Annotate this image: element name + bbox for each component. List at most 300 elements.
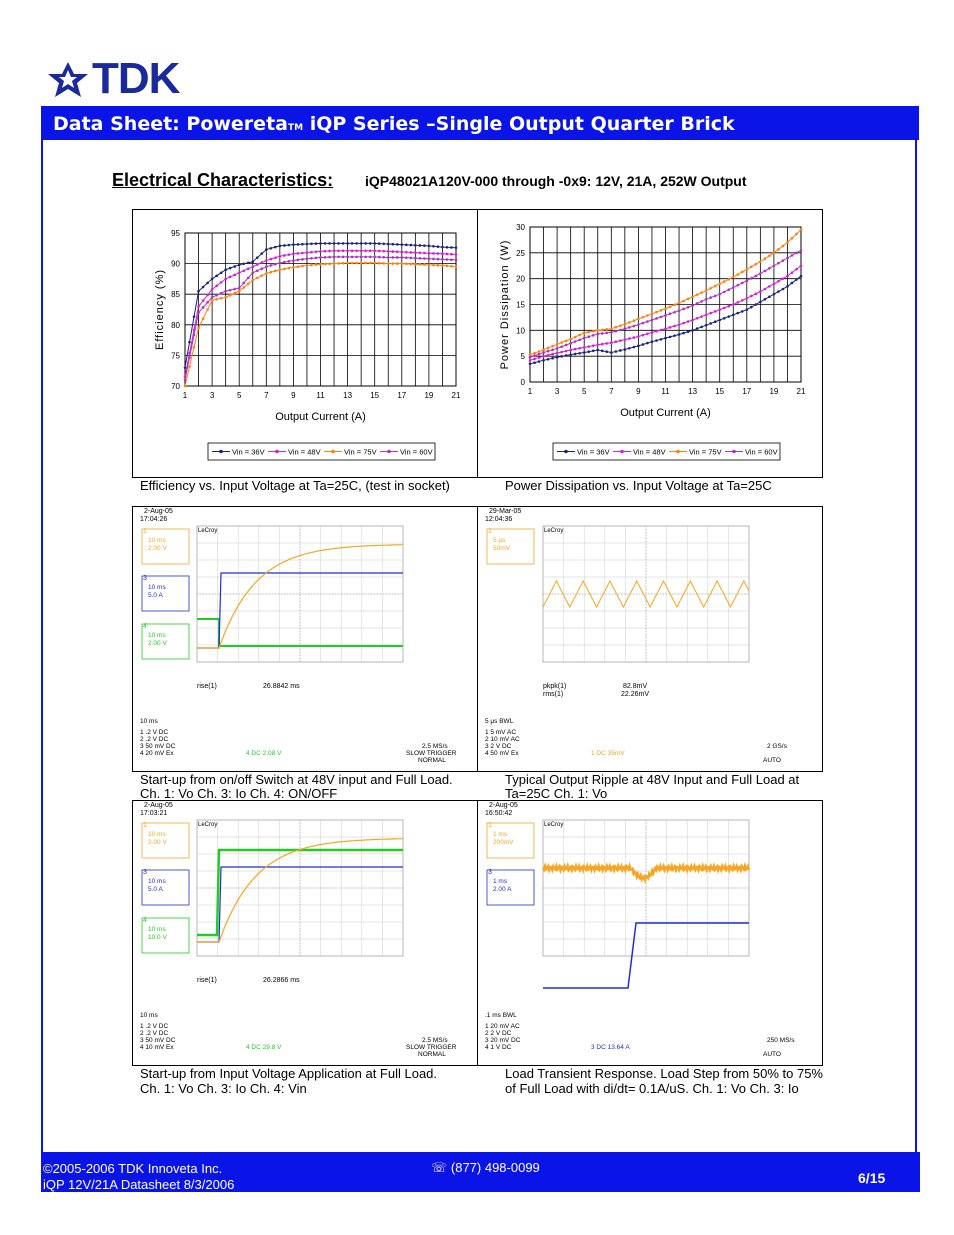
data-point	[678, 302, 681, 305]
ch4-number: 4	[143, 917, 147, 924]
data-point	[260, 252, 263, 255]
data-point	[556, 352, 559, 355]
data-point	[301, 243, 304, 246]
data-point	[700, 315, 703, 318]
y-tick-label: 25	[516, 248, 525, 258]
ch3-number: 3	[143, 869, 147, 876]
data-point	[750, 277, 753, 280]
data-point	[351, 249, 354, 252]
data-point	[229, 294, 232, 297]
data-point	[624, 323, 627, 326]
data-point	[283, 261, 286, 264]
scope-trigger: 3 DC 13.64 A	[591, 1044, 630, 1051]
data-point	[215, 285, 218, 288]
data-point	[642, 343, 645, 346]
data-point	[578, 339, 581, 342]
data-point	[723, 280, 726, 283]
data-point	[419, 244, 422, 247]
data-point	[601, 350, 604, 353]
data-point	[193, 315, 196, 318]
scope-sample-rate: 250 MS/s	[767, 1037, 795, 1044]
data-point	[574, 336, 577, 339]
data-point	[260, 267, 263, 270]
scope-time: 16:50:42	[485, 810, 513, 817]
x-tick-label: 1	[182, 391, 188, 400]
data-point	[247, 282, 250, 285]
data-point	[542, 359, 545, 362]
scope-timebase: 10 ms	[140, 1012, 158, 1019]
scope-caption-2a: Typical Output Ripple at 48V Input and Full Load at	[505, 772, 800, 787]
data-point	[637, 318, 640, 321]
data-point	[229, 267, 232, 270]
data-point	[342, 249, 345, 252]
data-point	[437, 245, 440, 248]
title-main: Data Sheet: Powereta	[53, 113, 288, 135]
data-point	[795, 268, 798, 271]
data-point	[256, 269, 259, 272]
data-point	[373, 249, 376, 252]
data-point	[687, 320, 690, 323]
data-point	[746, 297, 749, 300]
data-point	[551, 345, 554, 348]
data-point	[610, 351, 613, 354]
x-axis-label: Output Current (A)	[620, 407, 711, 419]
scope-trigger: 4 DC 29.8 V	[246, 1044, 282, 1051]
scope-channel-setting: 3 50 mV DC	[140, 743, 176, 750]
x-axis-label: Output Current (A)	[275, 411, 366, 423]
data-point	[224, 296, 227, 299]
data-point	[768, 254, 771, 257]
data-point	[646, 314, 649, 317]
data-point	[624, 338, 627, 341]
data-point	[405, 256, 408, 259]
data-point	[529, 359, 532, 362]
data-point	[538, 353, 541, 356]
x-tick-label: 11	[316, 391, 325, 400]
scope-channel-setting: 3 20 mV DC	[485, 1037, 521, 1044]
footer-copyright: ©2005-2006 TDK Innoveta Inc.	[43, 1161, 223, 1176]
data-point	[432, 252, 435, 255]
data-point	[215, 294, 218, 297]
legend-marker	[732, 450, 736, 454]
data-point	[306, 264, 309, 267]
ch1-scale: 2.00 V	[148, 839, 167, 846]
data-point	[669, 336, 672, 339]
data-point	[773, 264, 776, 267]
data-point	[538, 360, 541, 363]
data-point	[184, 385, 187, 388]
scope-trigger-state: AUTO	[763, 757, 781, 764]
data-point	[551, 353, 554, 356]
scope-sample-rate: 2.5 MS/s	[422, 743, 448, 750]
data-point	[596, 349, 599, 352]
data-point	[238, 264, 241, 267]
data-point	[755, 263, 758, 266]
data-point	[410, 263, 413, 266]
data-point	[619, 329, 622, 332]
legend-label: Vin = 75V	[689, 447, 722, 457]
scope-trigger-mode: SLOW TRIGGER	[406, 1044, 457, 1051]
data-point	[355, 256, 358, 259]
data-point	[750, 306, 753, 309]
scope-caption-3b: Ch. 1: Vo Ch. 3: Io Ch. 4: Vin	[140, 1081, 307, 1096]
data-point	[288, 253, 291, 256]
data-point	[709, 322, 712, 325]
data-point	[369, 249, 372, 252]
data-point	[247, 277, 250, 280]
data-point	[682, 322, 685, 325]
legend-label: Vin = 48V	[288, 447, 321, 457]
data-point	[714, 285, 717, 288]
legend-marker	[219, 450, 223, 454]
data-point	[682, 308, 685, 311]
data-point	[596, 333, 599, 336]
x-tick-label: 11	[661, 387, 670, 396]
data-point	[247, 267, 250, 270]
x-tick-label: 21	[796, 387, 806, 396]
data-point	[642, 316, 645, 319]
data-point	[750, 265, 753, 268]
data-point	[369, 256, 372, 259]
data-point	[202, 286, 205, 289]
data-point	[655, 311, 658, 314]
data-point	[800, 228, 803, 231]
data-point	[310, 264, 313, 267]
power-dissipation-chart	[478, 210, 822, 477]
data-point	[391, 262, 394, 265]
data-point	[337, 242, 340, 245]
data-point	[533, 354, 536, 357]
data-point	[786, 285, 789, 288]
data-point	[687, 306, 690, 309]
data-point	[441, 253, 444, 256]
data-point	[206, 294, 209, 297]
data-point	[315, 242, 318, 245]
data-point	[610, 327, 613, 330]
data-point	[401, 243, 404, 246]
data-point	[324, 242, 327, 245]
data-point	[615, 340, 618, 343]
data-point	[346, 256, 349, 259]
data-point	[270, 264, 273, 267]
data-point	[301, 252, 304, 255]
data-point	[705, 298, 708, 301]
data-point	[777, 248, 780, 251]
ch4-timebase: 10 ms	[148, 926, 166, 933]
ch1-number: 1	[143, 822, 147, 829]
data-point	[342, 256, 345, 259]
data-point	[437, 252, 440, 255]
footer-doc: iQP 12V/21A Datasheet 8/3/2006	[43, 1177, 235, 1192]
data-point	[423, 244, 426, 247]
data-point	[428, 264, 431, 267]
data-point	[741, 282, 744, 285]
scope-time: 12:04:36	[485, 516, 513, 523]
y-tick-label: 75	[171, 351, 180, 361]
data-point	[396, 250, 399, 253]
data-point	[405, 244, 408, 247]
data-point	[224, 268, 227, 271]
data-point	[184, 366, 187, 369]
data-point	[755, 293, 758, 296]
page-title	[53, 113, 735, 135]
data-point	[360, 256, 363, 259]
data-point	[529, 353, 532, 356]
data-point	[682, 332, 685, 335]
data-point	[782, 277, 785, 280]
data-point	[310, 243, 313, 246]
y-axis-label: Efficiency (%)	[154, 268, 166, 351]
data-point	[691, 329, 694, 332]
data-point	[283, 254, 286, 257]
data-point	[364, 262, 367, 265]
data-point	[432, 245, 435, 248]
y-tick-label: 10	[516, 326, 525, 336]
scope-channel-setting: 3 2 V DC	[485, 743, 512, 750]
data-point	[714, 320, 717, 323]
data-point	[364, 249, 367, 252]
data-point	[727, 305, 730, 308]
data-point	[560, 351, 563, 354]
data-point	[292, 266, 295, 269]
y-tick-label: 80	[171, 320, 180, 330]
data-point	[410, 251, 413, 254]
scope-channel-setting: 2 .2 V DC	[140, 1030, 169, 1037]
data-point	[746, 268, 749, 271]
data-point	[696, 302, 699, 305]
scope-date: 2-Aug-05	[144, 508, 173, 515]
x-tick-label: 13	[343, 391, 353, 400]
ch1-timebase: 10 ms	[148, 537, 166, 544]
data-point	[764, 270, 767, 273]
data-point	[759, 301, 762, 304]
data-point	[655, 339, 658, 342]
measure-value: 82.8mV	[623, 683, 648, 690]
data-point	[601, 329, 604, 332]
data-point	[736, 273, 739, 276]
data-point	[224, 278, 227, 281]
data-point	[633, 325, 636, 328]
data-point	[197, 327, 200, 330]
data-point	[538, 350, 541, 353]
data-point	[242, 263, 245, 266]
data-point	[560, 355, 563, 358]
data-point	[346, 262, 349, 265]
data-point	[455, 246, 458, 249]
data-point	[446, 265, 449, 268]
y-tick-label: 95	[171, 229, 180, 238]
x-tick-label: 9	[291, 391, 296, 400]
data-point	[319, 263, 322, 266]
ch1-number: 1	[488, 822, 492, 829]
data-point	[741, 271, 744, 274]
page-number: 6/15	[858, 1170, 886, 1186]
data-point	[574, 348, 577, 351]
x-tick-label: 3	[209, 391, 215, 400]
data-point	[660, 316, 663, 319]
x-tick-label: 17	[742, 387, 752, 396]
data-point	[193, 334, 196, 337]
measure-value: 26.2866 ms	[263, 977, 300, 984]
scope-caption-1b: Ch. 1: Vo Ch. 3: Io Ch. 4: ON/OFF	[140, 786, 338, 801]
data-point	[197, 290, 200, 293]
data-point	[373, 256, 376, 259]
data-point	[455, 253, 458, 256]
data-point	[569, 342, 572, 345]
data-point	[556, 343, 559, 346]
footer-phone	[431, 1160, 540, 1176]
data-point	[587, 331, 590, 334]
data-point	[664, 337, 667, 340]
data-point	[538, 356, 541, 359]
data-point	[202, 317, 205, 320]
data-point	[279, 268, 282, 271]
data-point	[727, 288, 730, 291]
data-point	[691, 295, 694, 298]
data-point	[660, 309, 663, 312]
data-point	[709, 312, 712, 315]
data-point	[764, 288, 767, 291]
data-point	[224, 290, 227, 293]
data-point	[533, 361, 536, 364]
section-heading: Electrical Characteristics:	[112, 170, 334, 190]
data-point	[233, 265, 236, 268]
title-bar	[41, 106, 919, 140]
data-point	[396, 262, 399, 265]
y-tick-label: 15	[516, 300, 525, 310]
data-point	[360, 262, 363, 265]
x-tick-label: 9	[636, 387, 641, 396]
data-point	[306, 243, 309, 246]
data-point	[428, 245, 431, 248]
data-point	[718, 283, 721, 286]
data-point	[723, 307, 726, 310]
data-point	[646, 342, 649, 345]
scope-channel-setting: 4 20 mV Ex	[140, 750, 174, 757]
data-point	[795, 252, 798, 255]
scope-channel-setting: 1 .2 V DC	[140, 729, 169, 736]
ch3-number: 3	[488, 869, 492, 876]
data-point	[279, 262, 282, 265]
data-point	[355, 242, 358, 245]
data-point	[669, 326, 672, 329]
data-point	[696, 293, 699, 296]
data-point	[270, 247, 273, 250]
data-point	[547, 347, 550, 350]
data-point	[251, 260, 254, 263]
data-point	[673, 304, 676, 307]
data-point	[736, 312, 739, 315]
data-point	[736, 301, 739, 304]
data-point	[642, 334, 645, 337]
data-point	[723, 317, 726, 320]
data-point	[800, 275, 803, 278]
data-point	[373, 262, 376, 265]
data-point	[247, 261, 250, 264]
data-point	[660, 329, 663, 332]
data-point	[369, 262, 372, 265]
data-point	[795, 233, 798, 236]
data-point	[782, 259, 785, 262]
data-point	[619, 324, 622, 327]
data-point	[283, 268, 286, 271]
data-point	[718, 308, 721, 311]
data-point	[696, 317, 699, 320]
scope-channel-setting: 2 .2 V DC	[140, 736, 169, 743]
data-point	[637, 335, 640, 338]
data-point	[727, 315, 730, 318]
scope-output-ripple	[479, 507, 821, 771]
legend-marker	[620, 450, 624, 454]
data-point	[800, 264, 803, 267]
data-point	[292, 259, 295, 262]
data-point	[428, 252, 431, 255]
data-point	[297, 265, 300, 268]
ch4-timebase: 10 ms	[148, 632, 166, 639]
data-point	[709, 296, 712, 299]
data-point	[202, 299, 205, 302]
data-point	[378, 256, 381, 259]
ch3-scale: 5.0 A	[148, 886, 163, 893]
ch3-timebase: 1 ms	[493, 878, 508, 885]
data-point	[533, 352, 536, 355]
data-point	[732, 314, 735, 317]
scope-channel-setting: 4 10 mV Ex	[140, 1044, 174, 1051]
data-point	[260, 261, 263, 264]
data-point	[346, 242, 349, 245]
data-point	[274, 270, 277, 273]
legend-marker	[331, 450, 335, 454]
data-point	[786, 241, 789, 244]
data-point	[615, 326, 618, 329]
ch4-scale: 2.00 V	[148, 640, 167, 647]
footer-bar	[41, 1152, 920, 1192]
logo-wordmark: TDK	[92, 54, 180, 103]
scope-date: 2-Aug-05	[489, 802, 518, 809]
data-point	[432, 264, 435, 267]
data-point	[687, 298, 690, 301]
data-point	[206, 282, 209, 285]
legend-marker	[564, 450, 568, 454]
scope-channel-setting: 3 50 mV DC	[140, 1037, 176, 1044]
phone-number: (877) 498-0099	[450, 1160, 540, 1175]
data-point	[669, 305, 672, 308]
data-point	[396, 243, 399, 246]
data-point	[441, 246, 444, 249]
legend-marker	[676, 450, 680, 454]
efficiency-caption: Efficiency vs. Input Voltage at Ta=25C, (test in socket)	[140, 478, 450, 493]
data-point	[642, 322, 645, 325]
data-point	[782, 288, 785, 291]
data-point	[419, 257, 422, 260]
data-point	[401, 262, 404, 265]
data-point	[310, 257, 313, 260]
x-tick-label: 5	[236, 391, 242, 400]
data-point	[446, 258, 449, 261]
data-point	[315, 263, 318, 266]
legend-label: Vin = 75V	[344, 447, 377, 457]
data-point	[337, 249, 340, 252]
scope-trigger-state: AUTO	[763, 1051, 781, 1058]
data-point	[378, 262, 381, 265]
data-point	[351, 242, 354, 245]
data-point	[288, 267, 291, 270]
data-point	[628, 326, 631, 329]
data-point	[242, 282, 245, 285]
dissipation-caption: Power Dissipation vs. Input Voltage at Ta=25C	[505, 478, 772, 493]
scope-caption-4b: of Full Load with di/dt= 0.1A/uS. Ch. 1: Vo Ch. 3: Io	[505, 1081, 799, 1096]
scope-time: 17:03:21	[140, 810, 168, 817]
